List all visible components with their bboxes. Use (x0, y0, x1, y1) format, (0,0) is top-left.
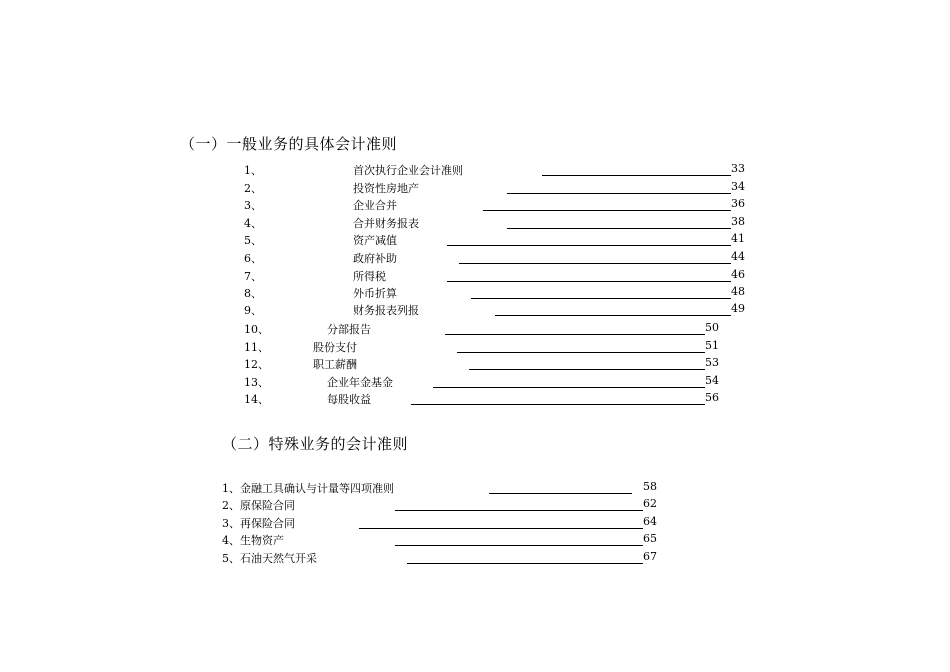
entry-number: 3、 (244, 199, 262, 212)
entry-page: 62 (643, 497, 657, 510)
entry-number: 14、 (244, 393, 269, 406)
entry-page: 50 (705, 321, 719, 334)
toc-entry[interactable] (0, 339, 950, 356)
entry-page: 38 (731, 215, 745, 228)
entry-title: 5、石油天然气开采 (222, 552, 317, 565)
toc-entry[interactable] (0, 250, 950, 267)
entry-page: 49 (731, 302, 745, 315)
entry-page: 65 (643, 532, 657, 545)
leader-line (395, 545, 643, 546)
leader-line (411, 404, 705, 405)
entry-number: 5、 (244, 234, 262, 247)
toc-entry[interactable] (0, 215, 950, 232)
toc-entry[interactable] (0, 302, 950, 319)
entry-page: 33 (731, 162, 745, 175)
entry-title: 4、生物资产 (222, 534, 284, 547)
entry-number: 9、 (244, 304, 262, 317)
toc-heading-general: （一）一般业务的具体会计准则 (180, 135, 398, 153)
entry-title: 每股收益 (327, 393, 371, 406)
entry-title: 政府补助 (353, 252, 397, 265)
toc-entry[interactable] (0, 532, 950, 549)
leader-line (495, 315, 731, 316)
entry-number: 7、 (244, 270, 262, 283)
entry-title: 合并财务报表 (353, 217, 419, 230)
entry-number: 10、 (244, 323, 269, 336)
entry-page: 56 (705, 391, 719, 404)
leader-line (542, 175, 731, 176)
leader-line (359, 528, 643, 529)
entry-title: 财务报表列报 (353, 304, 419, 317)
leader-line (445, 334, 705, 335)
leader-line (395, 510, 643, 511)
entry-page: 44 (731, 250, 745, 263)
entry-title: 所得税 (353, 270, 386, 283)
entry-title: 职工薪酬 (313, 358, 357, 371)
entry-page: 41 (731, 232, 745, 245)
leader-line (483, 210, 731, 211)
entry-page: 58 (643, 480, 657, 493)
toc-entry[interactable] (0, 321, 950, 338)
leader-line (407, 563, 643, 564)
entry-title: 首次执行企业会计准则 (353, 164, 463, 177)
entry-page: 34 (731, 180, 745, 193)
leader-line (507, 228, 731, 229)
leader-line (471, 298, 731, 299)
entry-number: 13、 (244, 376, 269, 389)
toc-entry[interactable] (0, 550, 950, 567)
toc-entry[interactable] (0, 268, 950, 285)
entry-title: 资产减值 (353, 234, 397, 247)
entry-page: 36 (731, 197, 745, 210)
toc-entry[interactable] (0, 497, 950, 514)
leader-line (433, 387, 705, 388)
entry-title: 企业合并 (353, 199, 397, 212)
entry-number: 1、 (244, 164, 262, 177)
toc-entry[interactable] (0, 515, 950, 532)
toc-entry[interactable] (0, 391, 950, 408)
entry-title: 3、再保险合同 (222, 517, 295, 530)
toc-entry[interactable] (0, 162, 950, 179)
toc-entry[interactable] (0, 356, 950, 373)
toc-entry[interactable] (0, 285, 950, 302)
entry-title: 企业年金基金 (327, 376, 393, 389)
entry-page: 67 (643, 550, 657, 563)
leader-line (447, 281, 731, 282)
toc-entry[interactable] (0, 480, 950, 497)
entry-title: 外币折算 (353, 287, 397, 300)
entry-title: 2、原保险合同 (222, 499, 295, 512)
entry-page: 48 (731, 285, 745, 298)
leader-line (489, 493, 632, 494)
entry-number: 6、 (244, 252, 262, 265)
entry-page: 51 (705, 339, 719, 352)
leader-line (459, 263, 731, 264)
entry-number: 4、 (244, 217, 262, 230)
toc-entry[interactable] (0, 232, 950, 249)
leader-line (469, 369, 705, 370)
entry-page: 46 (731, 268, 745, 281)
entry-title: 分部报告 (327, 323, 371, 336)
entry-title: 投资性房地产 (353, 182, 419, 195)
entry-number: 11、 (244, 341, 269, 354)
entry-number: 12、 (244, 358, 269, 371)
leader-line (457, 352, 705, 353)
toc-entry[interactable] (0, 197, 950, 214)
entry-title: 股份支付 (313, 341, 357, 354)
entry-number: 8、 (244, 287, 262, 300)
entry-page: 54 (705, 374, 719, 387)
leader-line (447, 245, 731, 246)
entry-number: 2、 (244, 182, 262, 195)
entry-page: 64 (643, 515, 657, 528)
toc-heading-special: （二）特殊业务的会计准则 (222, 435, 409, 453)
entry-page: 53 (705, 356, 719, 369)
toc-entry[interactable] (0, 180, 950, 197)
entry-title: 1、金融工具确认与计量等四项准则 (222, 482, 394, 495)
toc-entry[interactable] (0, 374, 950, 391)
leader-line (507, 193, 731, 194)
